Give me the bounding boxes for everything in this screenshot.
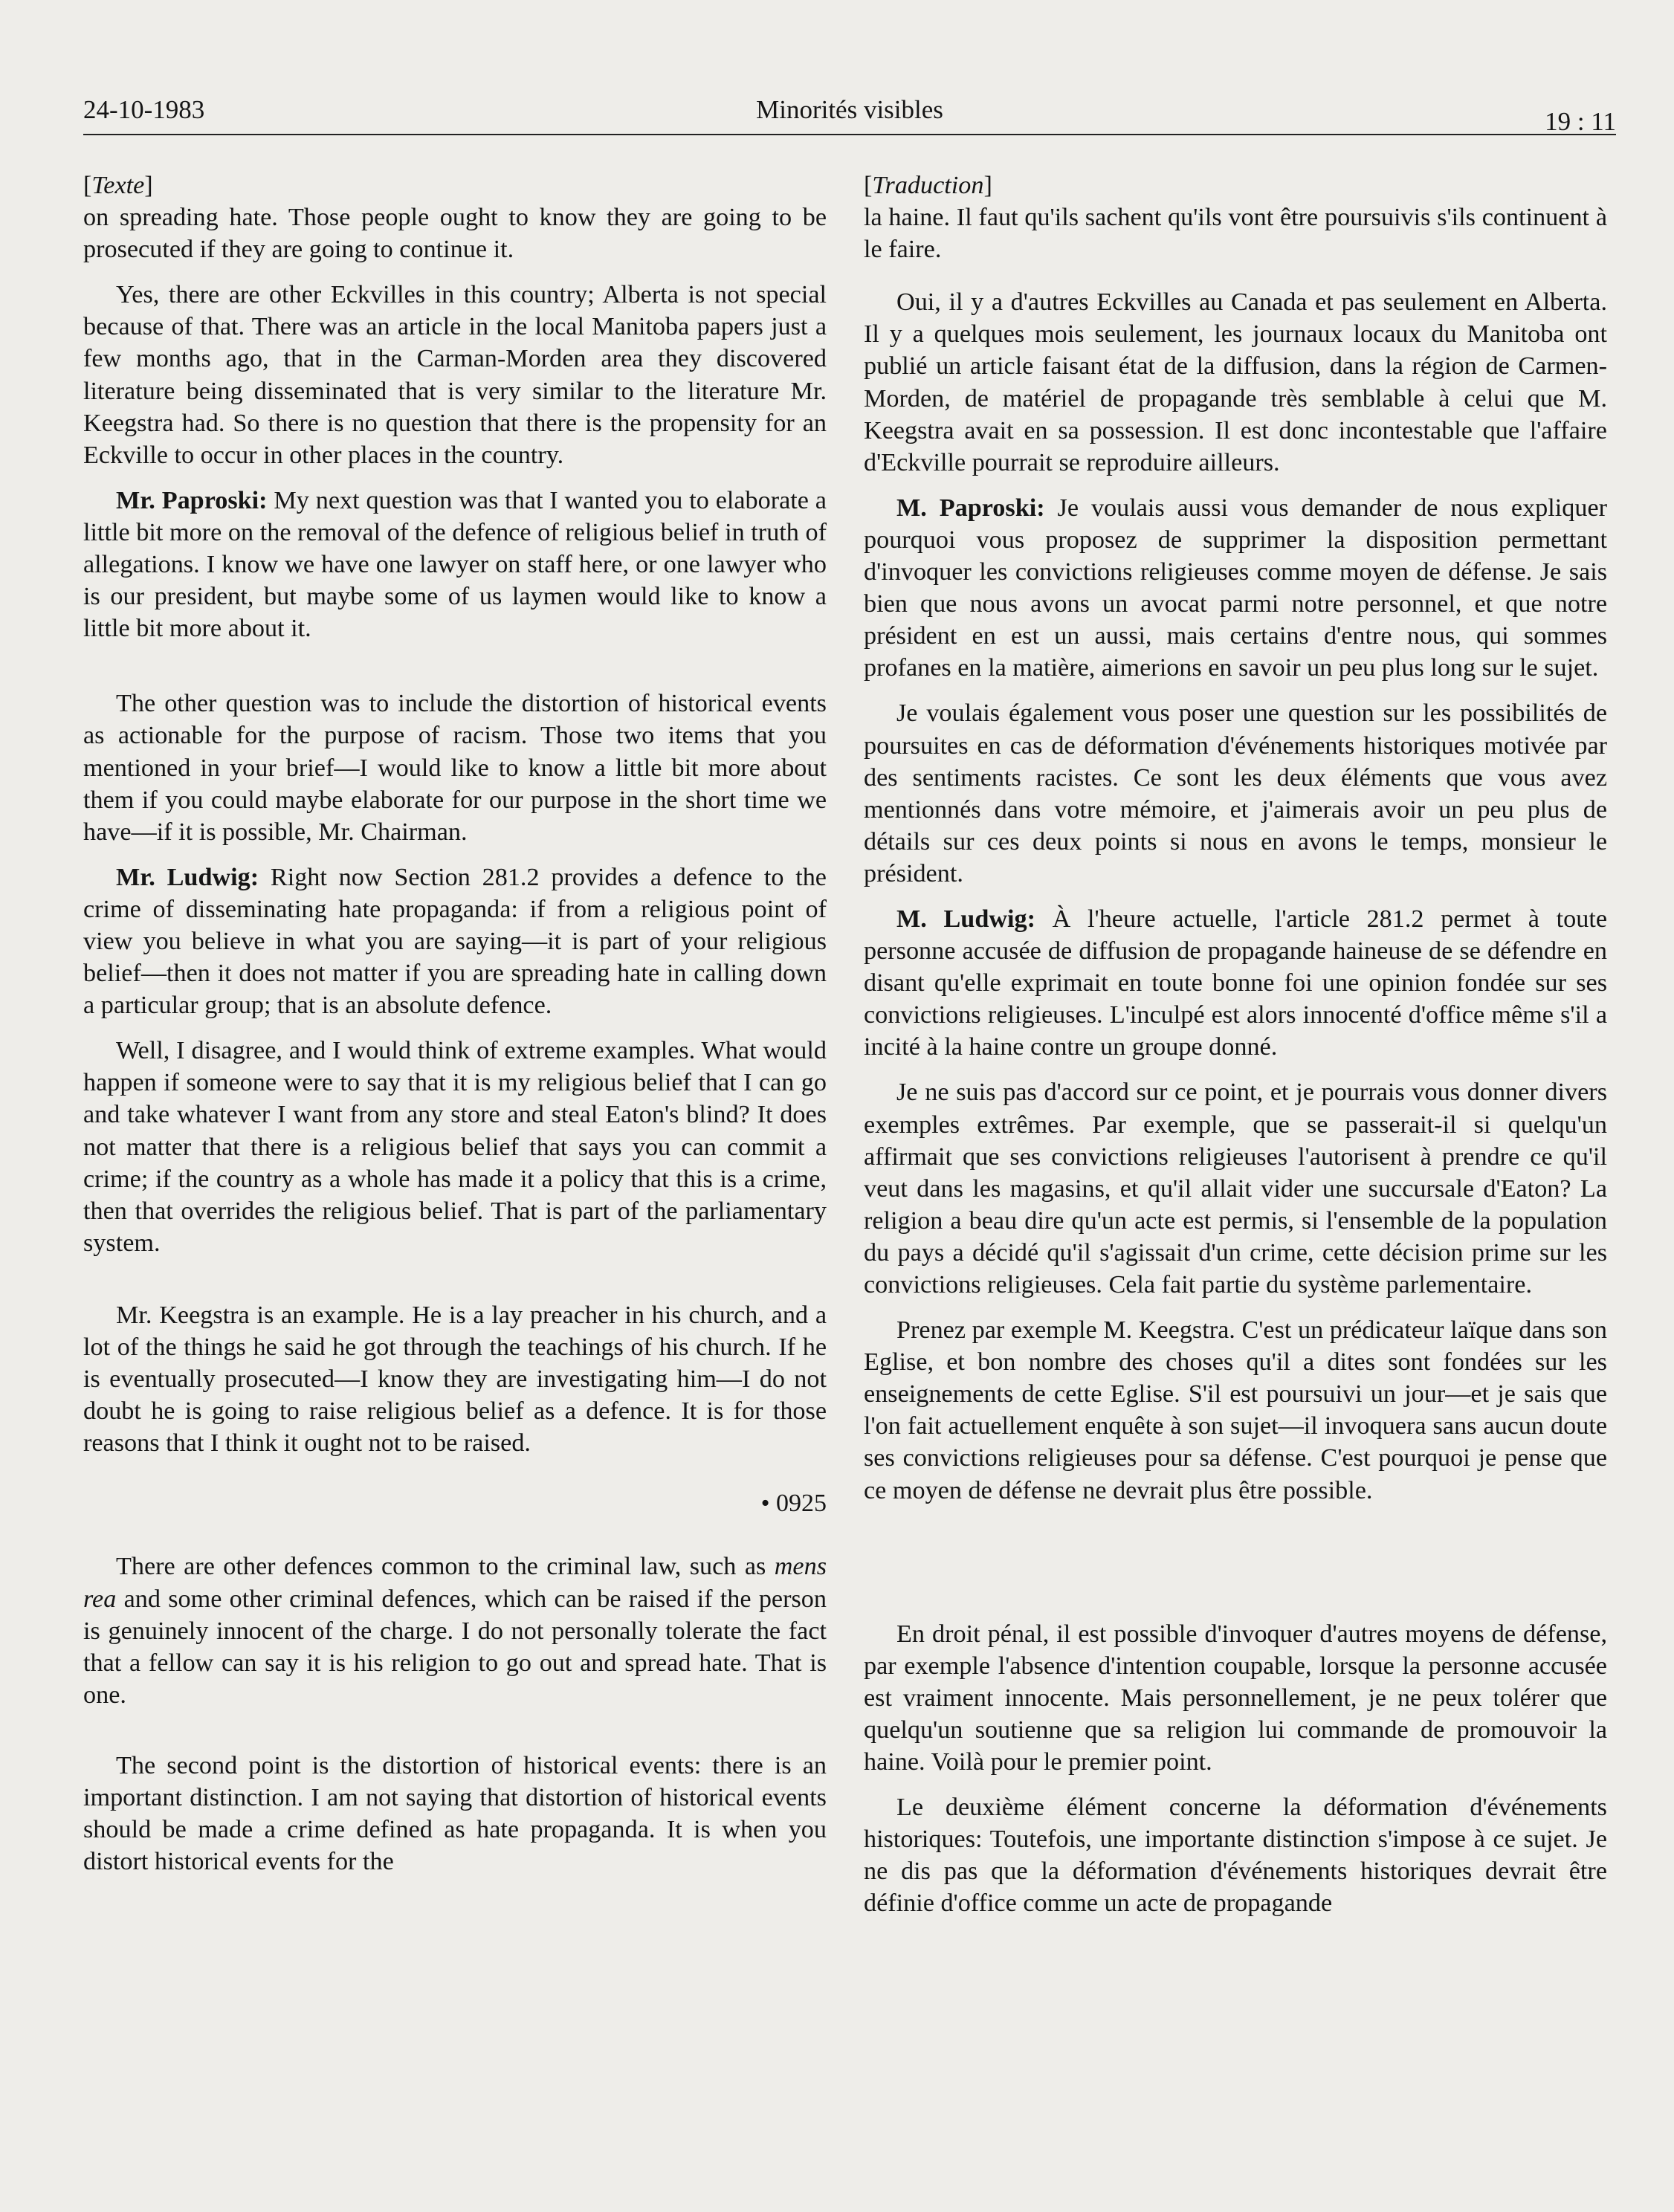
paragraph: Mr. Keegstra is an example. He is a lay preacher in his church, and a lot of the things he said he got through the teachings of his church. If he is eventually prosecuted—I know they are investigating him—I do not doubt he is going to raise religious belief as a defence. It is for those reasons that I think it ought not to be raised. (83, 1301, 827, 1458)
paragraph: la haine. Il faut qu'ils sachent qu'ils vont être poursuivis s'ils continuent à le faire. (864, 204, 1607, 264)
page-header (83, 95, 1616, 140)
header-page-number: 19 : 11 (1545, 107, 1616, 136)
paragraph: Mr. Ludwig: Right now Section 281.2 provides a defence to the crime of disseminating hate propaganda: if from a religious point of view you believe in what you are saying—it is part of your religious belief—then it does not matter if you are spreading hate in calling down a particular group; that is an absolute defence. (83, 863, 827, 1020)
right-column-french (864, 169, 1607, 1933)
paragraph: The second point is the distortion of historical events: there is an important distinction. I am not saying that distortion of historical events should be made a crime defined as hate propaganda. It is when you distort historical events for the (83, 1751, 827, 1876)
language-tag-traduction: [Traduction] (864, 172, 992, 199)
paragraph: on spreading hate. Those people ought to know they are going to be prosecuted if they are going to continue it. (83, 204, 827, 264)
paragraph: Prenez par exemple M. Keegstra. C'est un prédicateur laïque dans son Eglise, et bon nombre des choses qu'il a dites sont fondées sur les enseignements de cette Eglise. S'il est poursuivi un jour—et je sais que l'on fait actuellement enquête à son sujet—il invoquera sans aucun doute ses convictions religieuses pour sa défense. C'est pourquoi je pense que ce moyen de défense ne devrait plus être possible. (864, 1316, 1607, 1504)
paragraph: Well, I disagree, and I would think of extreme examples. What would happen if someone were to say that it is my religious belief that I can go and take whatever I want from any store and steal Eaton's blind? It does not matter that there is a religious belief that says you can commit a crime; if the country as a whole has made it a policy that this is a crime, then that overrides the religious belief. That is part of the parliamentary system. (83, 1037, 827, 1257)
paragraph: M. Ludwig: À l'heure actuelle, l'article 281.2 permet à toute personne accusée de diffusion de propagande haineuse de se défendre en disant qu'elle exprimait en toute bonne foi une opinion fondée sur ses convictions religieuses. L'inculpé est alors innocenté d'office même s'il a incité à la haine contre un groupe donné. (864, 905, 1608, 1061)
paragraph: Mr. Paproski: My next question was that I wanted you to elaborate a little bit more on the removal of the defence of religious belief in truth of allegations. I know we have one lawyer on staff here, or one lawyer who is our president, but maybe some of us laymen would like to know a little bit more about it. (83, 486, 827, 643)
language-tag-texte: [Texte] (83, 172, 153, 199)
speaker-name: M. Ludwig: (896, 905, 1035, 933)
header-rule (83, 134, 1616, 135)
paragraph: The other question was to include the distortion of historical events as actionable for the purpose of racism. Those two items that you mentioned in your brief—I would like to know a little bit more about them if you could maybe elaborate for our purpose in the short time we have—if it is possible, Mr. Chairman. (83, 690, 827, 846)
paragraph: There are other defences common to the criminal law, such as mens rea and some other criminal defences, which can be raised if the person is genuinely innocent of the charge. I do not personally tolerate the fact that a fellow can say it is his religion to go out and spread hate. That is one. (83, 1553, 827, 1709)
paragraph: Oui, il y a d'autres Eckvilles au Canada et pas seulement en Alberta. Il y a quelques mois seulement, les journaux locaux du Manitoba ont publié un article faisant état de la diffusion, dans la région de Carmen-Morden, de matériel de propagande très semblable à celui que M. Keegstra avait en sa possession. Il est donc incontestable que l'affaire d'Eckville pourrait se reproduire ailleurs. (864, 288, 1607, 476)
paragraph: Je voulais également vous poser une question sur les possibilités de poursuites en cas de déformation d'événements historiques motivée par des sentiments racistes. Ce sont les deux éléments que vous avez mentionnés dans votre mémoire, et j'aimerais avoir un peu plus de détails sur ces deux points si nous en avons le temps, monsieur le président. (864, 699, 1607, 887)
speaker-name: Mr. Ludwig: (116, 863, 259, 891)
header-title: Minorités visibles (756, 95, 943, 124)
paragraph: M. Paproski: Je voulais aussi vous demander de nous expliquer pourquoi vous proposez de supprimer la disposition permettant d'invoquer les convictions religieuses comme moyen de défense. Je sais bien que nous avons un avocat parmi notre personnel, et que notre président en est un aussi, mais certains d'entre nous, qui sommes profanes en la matière, aimerions en savoir un peu plus long sur le sujet. (864, 494, 1607, 682)
paragraph: En droit pénal, il est possible d'invoquer d'autres moyens de défense, par exemple l'absence d'intention coupable, lorsque la personne accusée est vraiment innocente. Mais personnellement, je ne peux tolérer que quelqu'un soutienne que sa religion lui commande de promouvoir la haine. Voilà pour le premier point. (864, 1620, 1607, 1776)
speaker-name: Mr. Paproski: (116, 486, 268, 514)
left-column-english (83, 169, 827, 1891)
header-date: 24-10-1983 (83, 95, 205, 124)
paragraph: Yes, there are other Eckvilles in this country; Alberta is not special because of that. There was an article in the local Manitoba papers just a few months ago, that in the Carman-Morden area they discovered literature being disseminated that is very similar to the literature Mr. Keegstra had. So there is no question that there is the propensity for an Eckville to occur in other places in the country. (83, 281, 827, 469)
time-marker: • 0925 (760, 1490, 827, 1518)
speaker-name: M. Paproski: (896, 494, 1045, 522)
paragraph: Je ne suis pas d'accord sur ce point, et je pourrais vous donner divers exemples extrêmes. Par exemple, que se passerait-il si quelqu'un affirmait que ses convictions religieuses l'autorisent à prendre ce qu'il veut dans les magasins, et qu'il allait vider une succursale d'Eaton? La religion a beau dire qu'un acte est permis, si l'ensemble de la population du pays a décidé qu'il s'agissait d'un crime, cette décision prime sur les convictions religieuses. Cela fait partie du système parlementaire. (864, 1078, 1607, 1299)
paragraph: Le deuxième élément concerne la déformation d'événements historiques: Toutefois, une importante distinction s'impose à ce sujet. Je ne dis pas que la déformation d'événements historiques devrait être définie d'office comme un acte de propagande (864, 1794, 1607, 1918)
